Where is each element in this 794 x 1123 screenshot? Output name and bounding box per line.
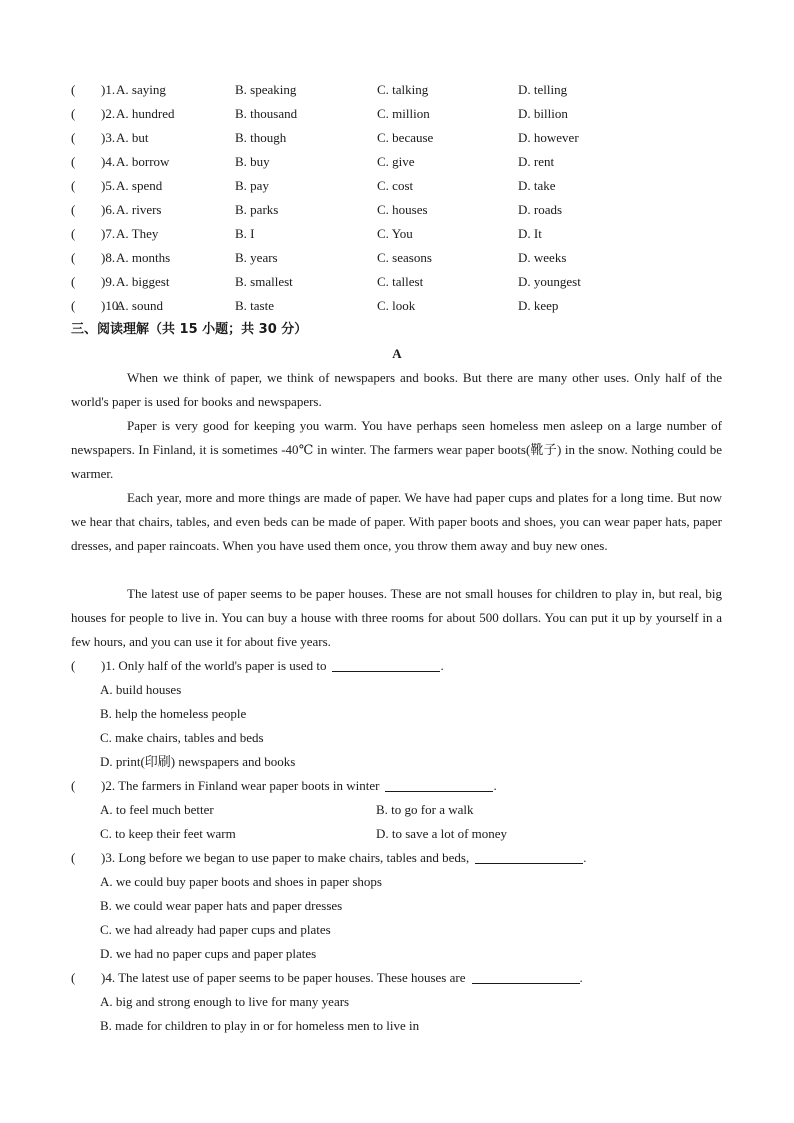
item-number: )9. (101, 274, 116, 289)
answer-paren[interactable]: ( (71, 778, 95, 793)
option-c: C. look (377, 298, 416, 313)
option-c: C. houses (377, 202, 428, 217)
cloze-option-row (71, 246, 731, 270)
answer-blank[interactable] (332, 657, 440, 672)
cloze-option-row (71, 270, 731, 294)
cloze-option-row (71, 222, 731, 246)
option-c: C. because (377, 130, 434, 145)
choice-a: A. build houses (100, 682, 182, 697)
option-d: D. keep (518, 298, 559, 313)
choice-d: D. to save a lot of money (376, 826, 508, 841)
question (71, 966, 731, 990)
choice-d: D. print(印刷) newspapers and books (100, 754, 296, 769)
option-d: D. telling (518, 82, 568, 97)
question-text: )4. The latest use of paper seems to be paper houses. These houses are (101, 970, 466, 985)
option-c: C. give (377, 154, 415, 169)
option-b: B. buy (235, 154, 270, 169)
question-text: )3. Long before we began to use paper to make chairs, tables and beds, (101, 850, 470, 865)
cloze-option-row (71, 294, 731, 318)
answer-blank[interactable] (472, 969, 580, 984)
option-a: A. rivers (116, 202, 162, 217)
answer-paren[interactable]: ( (71, 154, 95, 169)
cloze-option-row (71, 126, 731, 150)
option-d: D. roads (518, 202, 563, 217)
option-c: C. tallest (377, 274, 424, 289)
option-d: D. take (518, 178, 556, 193)
answer-paren[interactable]: ( (71, 274, 95, 289)
question-text: )2. The farmers in Finland wear paper boots in winter (101, 778, 380, 793)
option-b: B. I (235, 226, 255, 241)
answer-paren[interactable]: ( (71, 82, 95, 97)
choice-b: B. we could wear paper hats and paper dresses (100, 898, 343, 913)
option-a: A. sound (116, 298, 163, 313)
choice-b: B. made for children to play in or for homeless men to live in (100, 1018, 420, 1033)
item-number: )4. (101, 154, 116, 169)
choice-d: D. we had no paper cups and paper plates (100, 946, 317, 961)
option-c: C. seasons (377, 250, 432, 265)
answer-paren[interactable]: ( (71, 178, 95, 193)
option-d: D. however (518, 130, 579, 145)
item-number: )1. (101, 82, 116, 97)
option-c: C. You (377, 226, 413, 241)
question-stem: )1. Only half of the world's paper is used to . (101, 658, 444, 673)
option-b: B. taste (235, 298, 274, 313)
option-d: D. rent (518, 154, 555, 169)
cloze-option-row (71, 78, 731, 102)
passage-paragraph: Paper is very good for keeping you warm. You have perhaps seen homeless men asleep on a large number of newspapers. In Finland, it is sometimes -40℃ in winter. The farmers wear paper boots(靴子) in the snow. Nothing could be warmer. (71, 418, 722, 481)
option-a: A. spend (116, 178, 163, 193)
choice-c: C. to keep their feet warm (100, 826, 236, 841)
option-a: A. They (116, 226, 159, 241)
option-b: B. speaking (235, 82, 297, 97)
option-b: B. years (235, 250, 278, 265)
passage-paragraph: Each year, more and more things are made of paper. We have had paper cups and plates for a long time. But now we hear that chairs, tables, and even beds can be made of paper. With paper boots and shoes, you can wear paper hats, paper dresses, and paper raincoats. When you have used them once, you throw them away and buy new ones. (71, 490, 722, 553)
answer-blank[interactable] (475, 849, 583, 864)
question-stem: )3. Long before we began to use paper to make chairs, tables and beds, . (101, 850, 587, 865)
option-b: B. thousand (235, 106, 298, 121)
answer-paren[interactable]: ( (71, 250, 95, 265)
question-text: )1. Only half of the world's paper is used to (101, 658, 327, 673)
choice-b: B. to go for a walk (376, 802, 474, 817)
choice-c: C. make chairs, tables and beds (100, 730, 264, 745)
choice-b: B. help the homeless people (100, 706, 247, 721)
item-number: )3. (101, 130, 116, 145)
option-c: C. cost (377, 178, 414, 193)
answer-paren[interactable]: ( (71, 130, 95, 145)
passage-paragraph: When we think of paper, we think of newspapers and books. But there are many other uses. Only half of the world's paper is used for books and newspapers. (71, 370, 722, 409)
choice-a: A. we could buy paper boots and shoes in paper shops (100, 874, 382, 889)
option-a: A. months (116, 250, 171, 265)
answer-paren[interactable]: ( (71, 970, 95, 985)
choice-c: C. we had already had paper cups and plates (100, 922, 331, 937)
answer-paren[interactable]: ( (71, 106, 95, 121)
choice-a: A. big and strong enough to live for many years (100, 994, 350, 1009)
option-d: D. youngest (518, 274, 581, 289)
question (71, 846, 731, 870)
option-d: D. weeks (518, 250, 567, 265)
option-c: C. talking (377, 82, 429, 97)
option-b: B. smallest (235, 274, 293, 289)
cloze-option-row (71, 174, 731, 198)
answer-paren[interactable]: ( (71, 202, 95, 217)
answer-paren[interactable]: ( (71, 850, 95, 865)
cloze-option-row (71, 198, 731, 222)
choice-a: A. to feel much better (100, 802, 214, 817)
question (71, 654, 731, 678)
option-b: B. parks (235, 202, 279, 217)
item-number: )8. (101, 250, 116, 265)
answer-blank[interactable] (385, 777, 493, 792)
option-b: B. though (235, 130, 287, 145)
option-a: A. saying (116, 82, 166, 97)
question-stem: )4. The latest use of paper seems to be paper houses. These houses are . (101, 970, 583, 985)
passage-label: A (392, 346, 402, 361)
answer-paren[interactable]: ( (71, 298, 95, 313)
option-a: A. hundred (116, 106, 175, 121)
item-number: )10. (101, 298, 122, 313)
option-c: C. million (377, 106, 430, 121)
option-d: D. It (518, 226, 542, 241)
item-number: )5. (101, 178, 116, 193)
option-b: B. pay (235, 178, 269, 193)
item-number: )2. (101, 106, 116, 121)
option-d: D. billion (518, 106, 568, 121)
item-number: )6. (101, 202, 116, 217)
item-number: )7. (101, 226, 116, 241)
question-stem: )2. The farmers in Finland wear paper boots in winter . (101, 778, 497, 793)
answer-paren[interactable]: ( (71, 226, 95, 241)
section-title: 三、阅读理解（共 15 小题；共 30 分） (71, 322, 308, 337)
option-a: A. borrow (116, 154, 170, 169)
answer-paren[interactable]: ( (71, 658, 95, 673)
option-a: A. but (116, 130, 149, 145)
cloze-option-row (71, 102, 731, 126)
option-a: A. biggest (116, 274, 170, 289)
passage-paragraph: The latest use of paper seems to be paper houses. These are not small houses for children to play in, but real, big houses for people to live in. You can buy a house with three rooms for about 500 dollars. You can put it up by yourself in a few hours, and you can use it for about five years. (71, 586, 722, 649)
question (71, 774, 731, 798)
cloze-option-row (71, 150, 731, 174)
